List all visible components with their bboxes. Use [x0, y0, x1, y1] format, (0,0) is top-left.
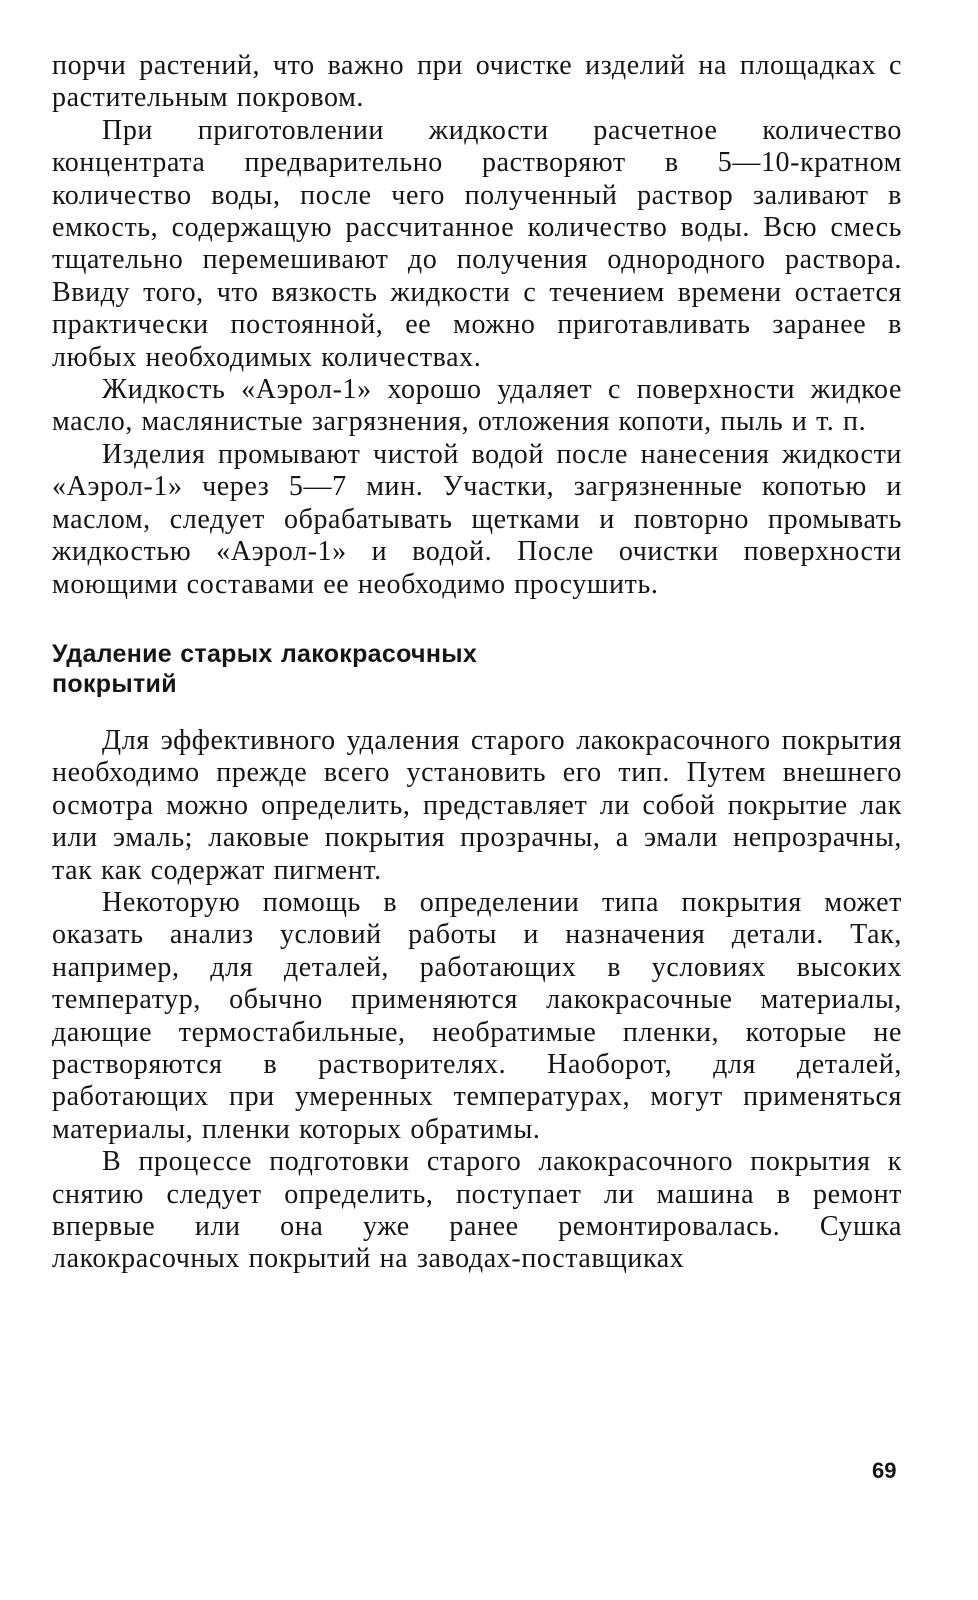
page-number: 69: [872, 1458, 897, 1483]
paragraph-rinsing: Изделия промывают чистой водой после нанесения жидкости «Аэрол-1» через 5—7 мин. Участки, загрязненные копотью и маслом, следует обрабатывать щетками и повторно промывать жидкостью «Аэрол-1» и водой. После очистки поверхности моющими составами ее необходимо просушить.: [52, 438, 902, 600]
paragraph-repair-history: В процессе подготовки старого лакокрасочного покрытия к снятию следует определить, поступает ли машина в ремонт впервые или она уже ранее ремонтировалась. Сушка лакокрасочных покрытий на заводах-поставщиках: [52, 1146, 902, 1275]
paragraph-continued: порчи растений, что важно при очистке изделий на площадках с растительным покровом.: [52, 50, 902, 114]
paragraph-preparation: При приготовлении жидкости расчетное количество концентрата предварительно растворяют в 5—10-кратном количество воды, после чего полученный раствор заливают в емкость, содержащую рассчитанное количество воды. Всю смесь тщательно перемешивают до получения однородного раствора. Ввиду того, что вязкость жидкости с течением времени остается практически постоянной, ее можно приготавливать заранее в любых необходимых количествах.: [52, 114, 902, 373]
paragraph-aerol-removes: Жидкость «Аэрол-1» хорошо удаляет с поверхности жидкое масло, маслянистые загрязнения, отложения копоти, пыль и т. п.: [52, 374, 902, 438]
section-heading: Удаление старых лакокрасочных покрытий: [52, 639, 478, 698]
book-page: [52, 50, 902, 1276]
paragraph-operating-conditions: Некоторую помощь в определении типа покрытия может оказать анализ условий работы и назначения детали. Так, например, для деталей, работающих в условиях высоких температур, обычно применяются лакокрасочные материалы, дающие термостабильные, необратимые пленки, которые не растворяются в растворителях. Наоборот, для деталей, работающих при умеренных температурах, могут применяться материалы, пленки которых обратимы.: [52, 886, 902, 1145]
paragraph-coating-type: Для эффективного удаления старого лакокрасочного покрытия необходимо прежде всего установить его тип. Путем внешнего осмотра можно определить, представляет ли собой покрытие лак или эмаль; лаковые покрытия прозрачны, а эмали непрозрачны, так как содержат пигмент.: [52, 724, 902, 886]
